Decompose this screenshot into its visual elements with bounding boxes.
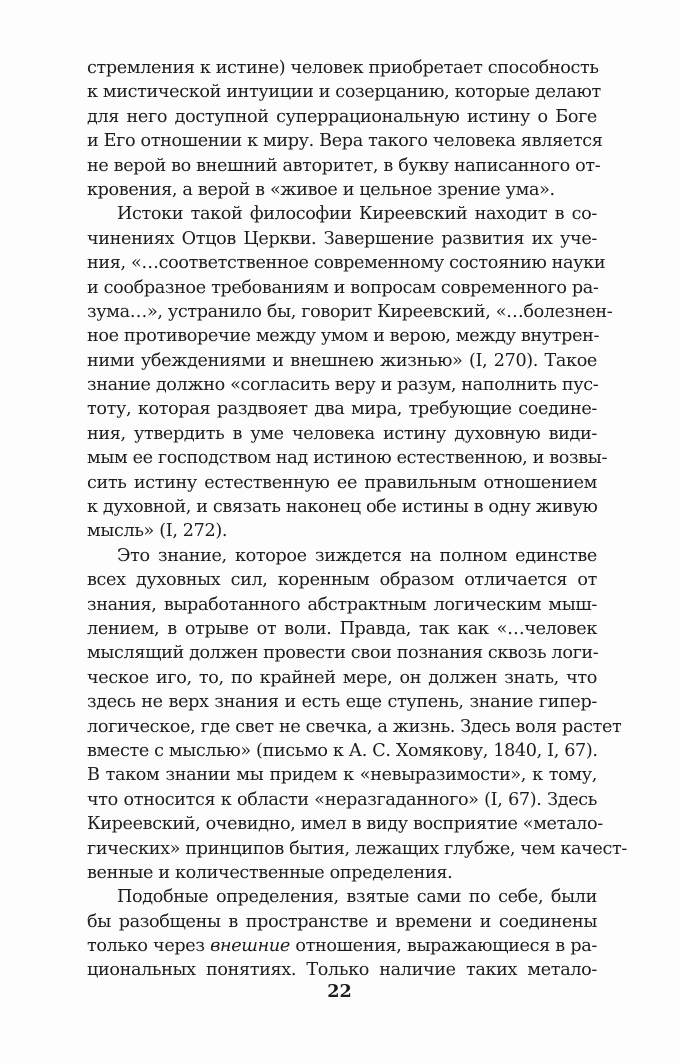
text-line: бы разобщены в пространстве и времени и соединены xyxy=(87,911,597,932)
page-number: 22 xyxy=(327,981,352,1002)
text-line: Киреевский, очевидно, имел в виду восприятие «метало- xyxy=(87,814,603,835)
text-line: логическое, где свет не свечка, а жизнь. Здесь воля растет xyxy=(87,716,622,737)
text-line: циональных понятиях. Только наличие таких метало- xyxy=(87,960,597,981)
text-line: Истоки такой философии Киреевский находит в со- xyxy=(117,204,597,225)
text-line: мым ее господством над истиною естественною, и возвы- xyxy=(87,448,608,469)
text-line: и сообразное требованиям и вопросам современного ра- xyxy=(87,277,599,298)
paragraph-1 xyxy=(87,56,603,202)
text-line: всех духовных сил, коренным образом отличается от xyxy=(87,570,597,591)
text-line: Подобные определения, взятые сами по себе, были xyxy=(117,887,597,908)
text-line: ния, утвердить в уме человека истину духовную види- xyxy=(87,423,597,444)
text-line: В таком знании мы придем к «невыразимости», к тому, xyxy=(87,765,597,786)
text-line: знания, выработанного абстрактным логическим мыш- xyxy=(87,594,597,615)
text-line: венные и количественные определения. xyxy=(87,862,453,883)
text-line: ное противоречие между умом и верою, между внутрен- xyxy=(87,326,600,347)
text-line: к духовной, и связать наконец обе истины в одну живую xyxy=(87,497,598,518)
text-line: и Его отношении к миру. Вера такого человека является xyxy=(87,131,603,152)
text-line: тоту, которая раздвояет два мира, требующие соедине- xyxy=(87,399,597,420)
paragraph-4 xyxy=(87,885,597,983)
body-text xyxy=(87,56,627,983)
text-line: лением, в отрыве от воли. Правда, так как «…человек xyxy=(87,618,597,639)
text-line: сить истину естественную ее правильным отношением xyxy=(87,472,597,493)
text-line: кровения, а верой в «живое и цельное зрение ума». xyxy=(87,179,555,200)
text-line: знание должно «согласить веру и разум, наполнить пус- xyxy=(87,375,599,396)
text-line: ния, «…соответственное современному состоянию науки xyxy=(87,253,606,274)
text-line: чинениях Отцов Церкви. Завершение развития их уче- xyxy=(87,228,597,249)
text-line: ческое иго, то, по крайней мере, он должен знать, что xyxy=(87,667,597,688)
text-line: мыслящий должен провести свои познания сквозь логи- xyxy=(87,643,599,664)
text-line: что относится к области «неразгаданного» (I, 67). Здесь xyxy=(87,789,597,810)
text-line: для него доступной суперрациональную истину о Боге xyxy=(87,106,597,127)
text-line: зума…», устранило бы, говорит Киреевский, «…болезнен- xyxy=(87,301,613,322)
text-line: не верой во внешний авторитет, в букву написанного от- xyxy=(87,155,601,176)
text-line-with-italic: только через внешние отношения, выражающиеся в ра- xyxy=(87,936,597,957)
text-line: стремления к истине) человек приобретает способность xyxy=(87,58,599,78)
text-line: Это знание, которое зиждется на полном единстве xyxy=(117,545,597,566)
text-line: к мистической интуиции и созерцанию, которые делают xyxy=(87,82,601,103)
text-line: здесь не верх знания и есть еще ступень, знание гипер- xyxy=(87,692,597,713)
paragraph-2 xyxy=(87,202,613,543)
paragraph-3 xyxy=(87,544,627,885)
text-line: мысль» (I, 272). xyxy=(87,521,228,542)
text-line: ними убеждениями и внешнею жизнью» (I, 270). Такое xyxy=(87,350,597,371)
emphasis: внешние xyxy=(210,936,290,957)
text-line: гических» принципов бытия, лежащих глубже, чем качест- xyxy=(87,838,627,859)
text-line: вместе с мыслью» (письмо к А. С. Хомякову, 1840, I, 67). xyxy=(87,740,598,761)
